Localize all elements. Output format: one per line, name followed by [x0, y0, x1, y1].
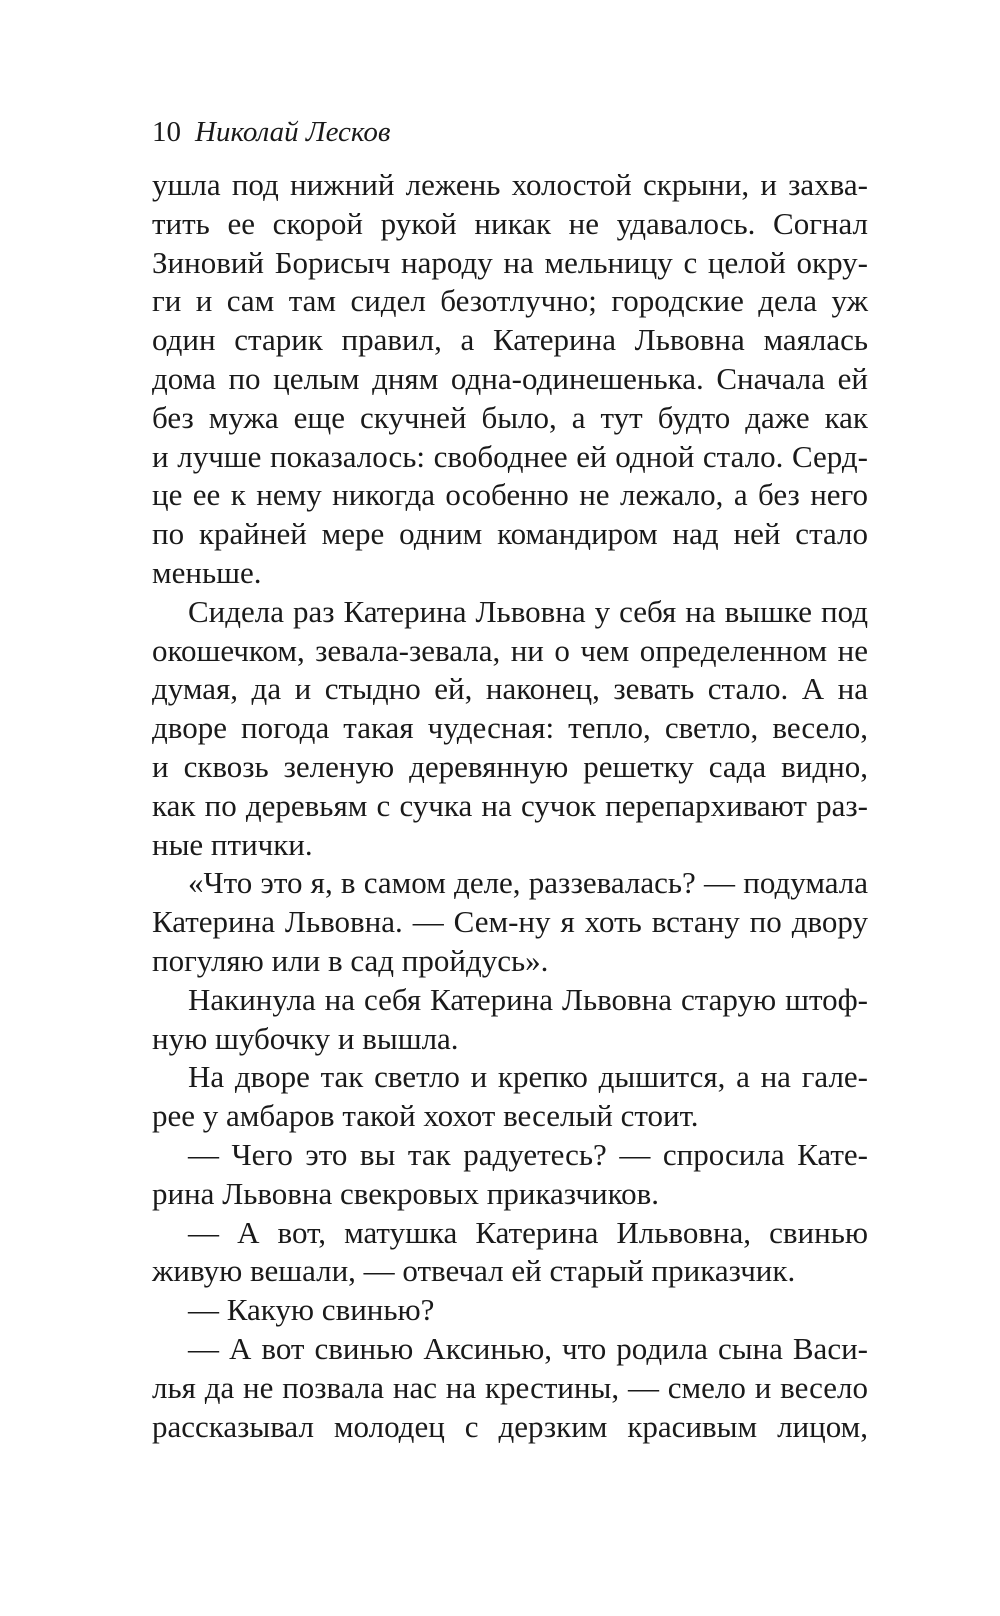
text-line: — А вот свинью Аксинью, что родила сына Васи- [188, 1330, 868, 1366]
text-line: — Какую свинью? [188, 1292, 435, 1328]
text-line: как по деревьям с сучка на сучок перепархивают раз- [152, 787, 868, 823]
text-line: Зиновий Борисыч народу на мельницу с целой окру- [152, 244, 868, 280]
body-text [152, 166, 868, 1446]
text-line: рассказывал молодец с дерзким красивым лицом, [152, 1408, 868, 1444]
page-number: 10 [152, 116, 181, 148]
text-line: — Чего это вы так радуетесь? — спросила Кате- [188, 1136, 868, 1172]
text-line: рина Львовна свекровых приказчиков. [152, 1175, 659, 1211]
text-line: ную шубочку и вышла. [152, 1020, 459, 1056]
page-header [152, 112, 390, 152]
text-line: «Что это я, в самом деле, раззевалась? — подумала [188, 865, 868, 901]
text-line: один старик правил, а Катерина Львовна маялась [152, 322, 868, 358]
text-line: це ее к нему никогда особенно не лежало, а без него [152, 477, 868, 513]
text-line: ушла под нижний лежень холостой скрыни, и захва- [152, 167, 868, 202]
text-line: дворе погода такая чудесная: тепло, светло, весело, [152, 710, 868, 746]
text-line: Сидела раз Катерина Львовна у себя на вышке под [188, 593, 868, 629]
text-line: думая, да и стыдно ей, наконец, зевать стало. А на [152, 671, 868, 707]
text-line: меньше. [152, 554, 262, 590]
text-line: и лучше показалось: свободнее ей одной стало. Серд- [152, 438, 868, 474]
text-line: лья да не позвала нас на крестины, — смело и весело [152, 1369, 868, 1405]
text-line: На дворе так светло и крепко дышится, а на гале- [188, 1059, 868, 1095]
text-line: ги и сам там сидел безотлучно; городские дела уж [152, 283, 868, 319]
text-line: ные птички. [152, 826, 313, 862]
text-line: рее у амбаров такой хохот веселый стоит. [152, 1098, 699, 1134]
text-line: без мужа еще скучней было, а тут будто даже как [152, 399, 868, 435]
text-line: погуляю или в сад пройдусь». [152, 942, 549, 978]
text-line: дома по целым дням одна-одинешенька. Сначала ей [152, 360, 868, 396]
text-line: по крайней мере одним командиром над ней стало [152, 516, 868, 552]
text-line: живую вешали, — отвечал ей старый приказчик. [152, 1253, 796, 1289]
running-head: Николай Лесков [195, 116, 391, 148]
text-line: тить ее скорой рукой никак не удавалось. Согнал [152, 205, 868, 241]
text-line: и сквозь зеленую деревянную решетку сада видно, [152, 748, 868, 784]
text-line: окошечком, зевала-зевала, ни о чем определенном не [152, 632, 868, 668]
text-line: — А вот, матушка Катерина Ильвовна, свинью [188, 1214, 868, 1250]
text-line: Катерина Львовна. — Сем-ну я хоть встану по двору [152, 904, 868, 940]
text-line: Накинула на себя Катерина Львовна старую штоф- [188, 981, 868, 1017]
